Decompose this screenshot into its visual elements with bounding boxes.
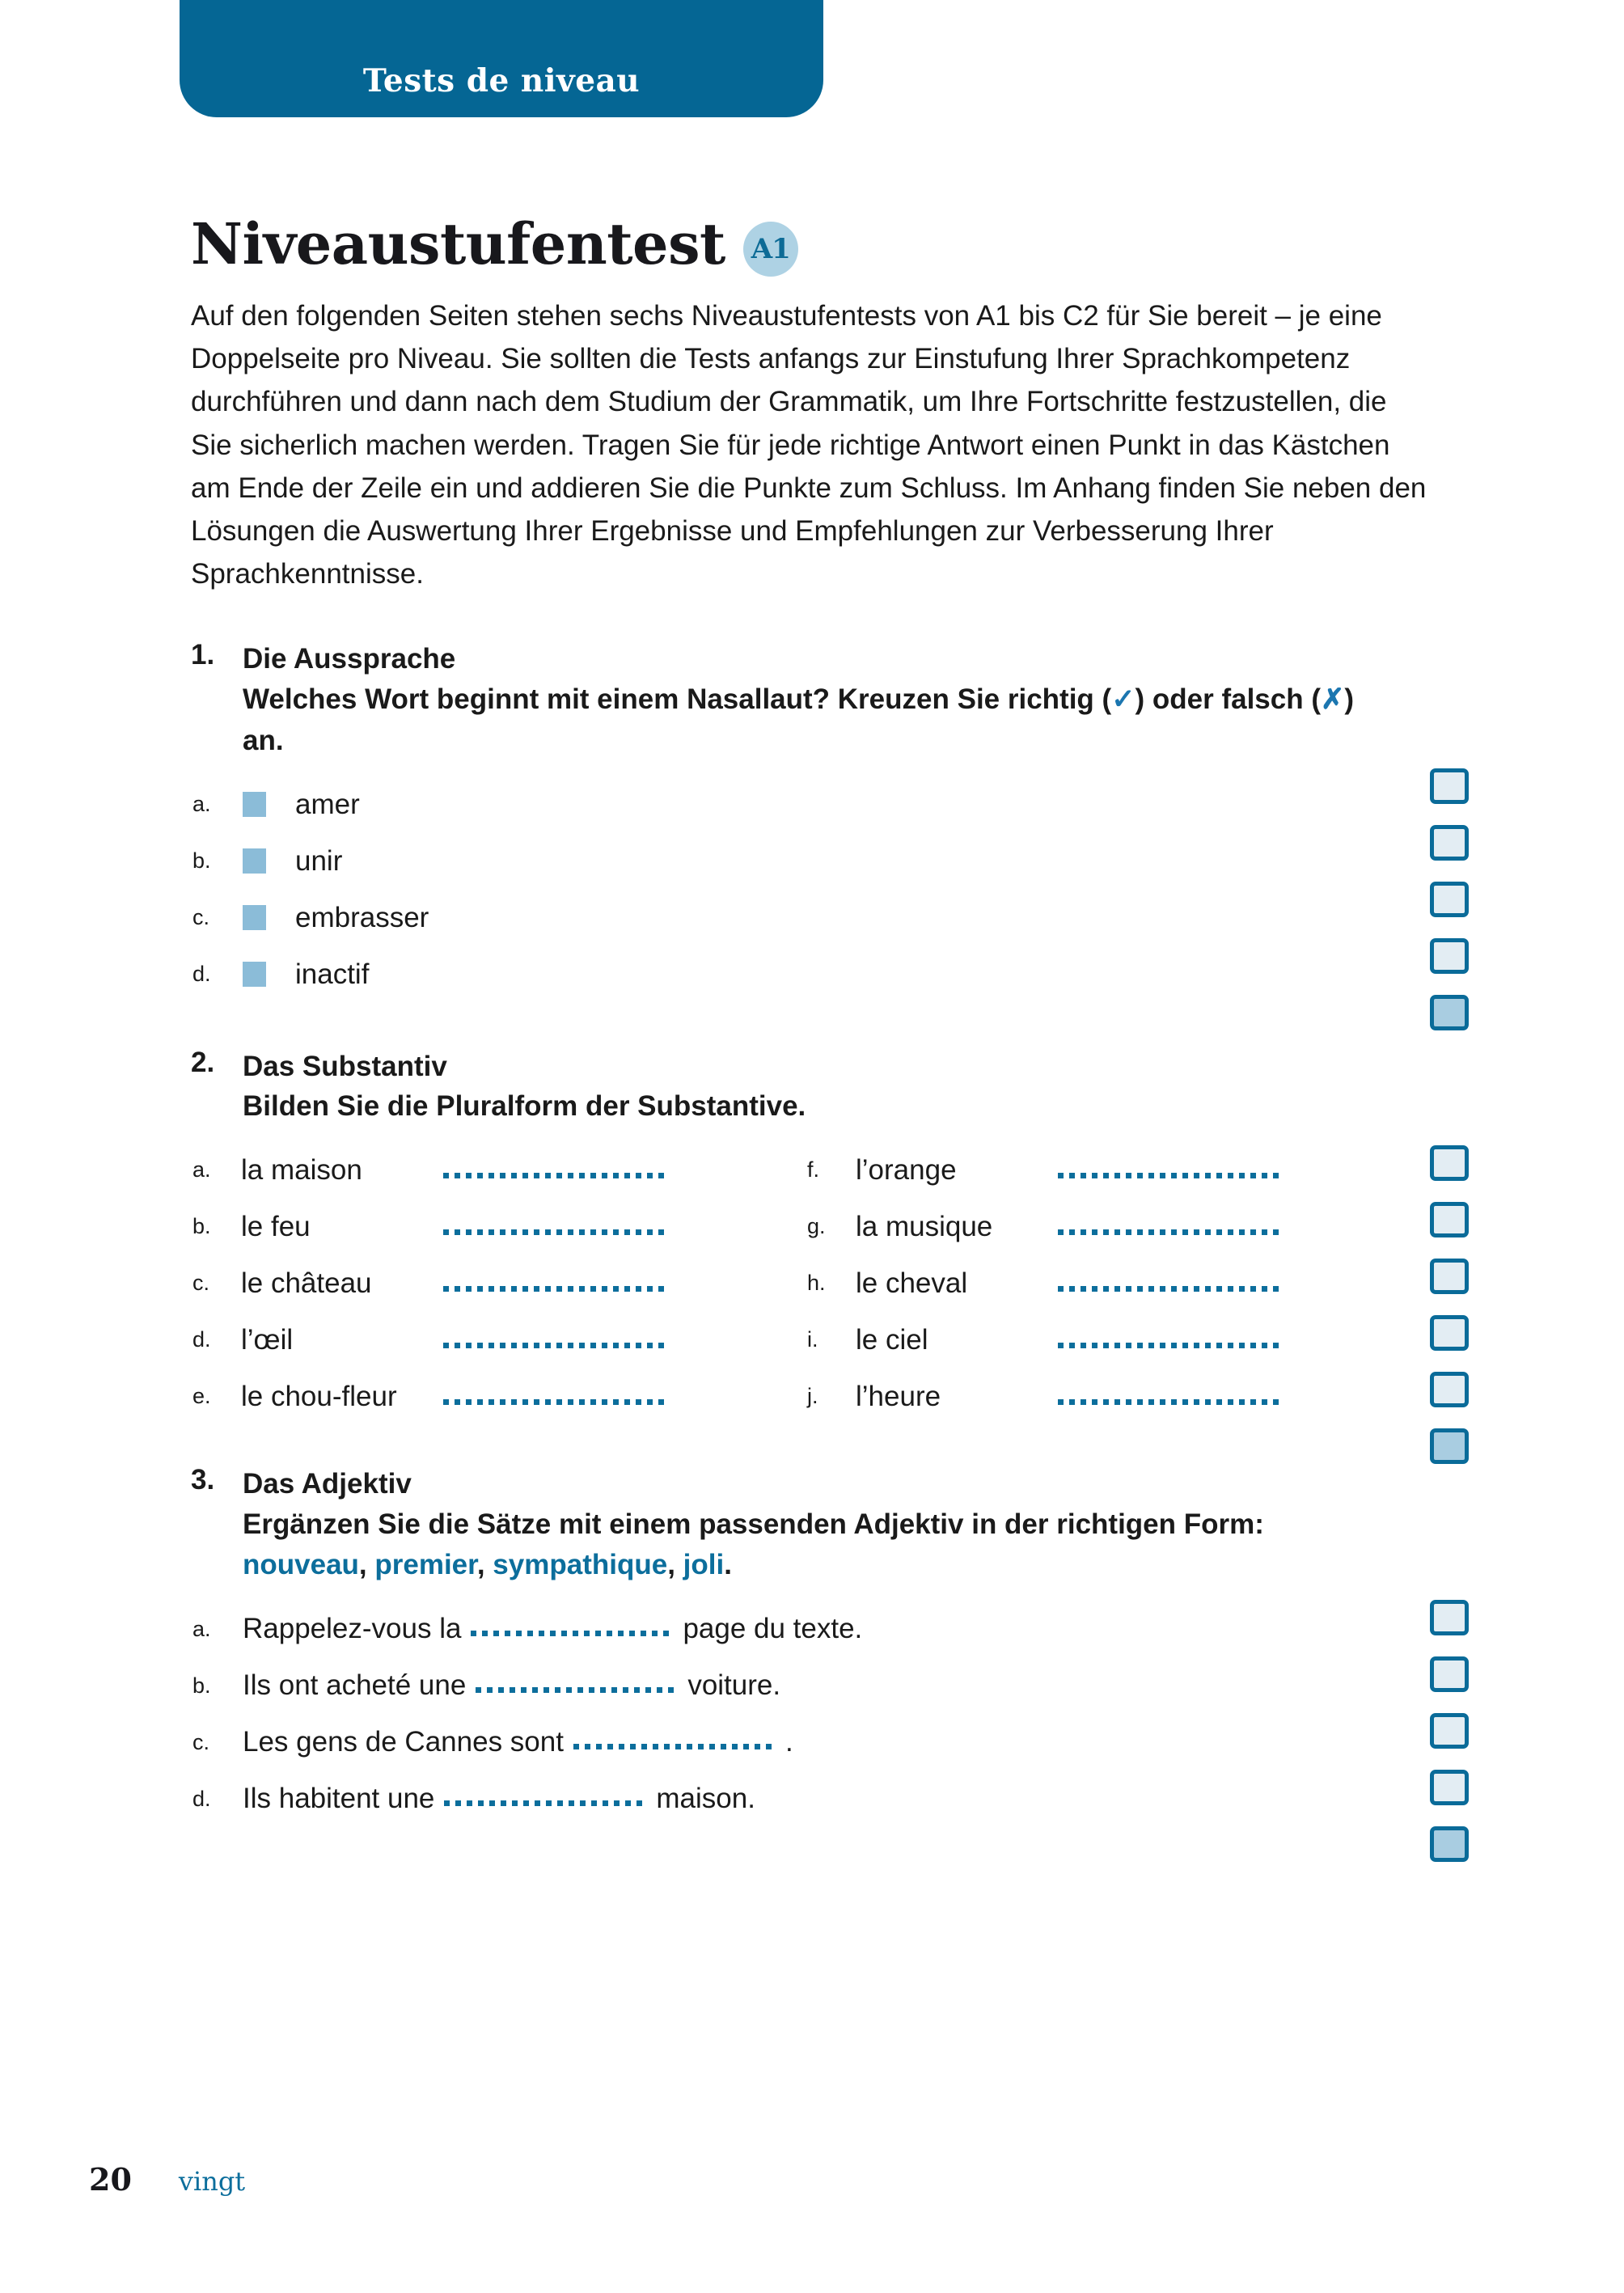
item-letter: a.: [192, 1616, 211, 1641]
item-term: le chou-fleur: [241, 1380, 397, 1412]
exercise-2-heading: [191, 1047, 1454, 1127]
section-tab: [180, 0, 823, 117]
answer-square[interactable]: [243, 905, 266, 930]
exercise-3: [191, 1464, 1454, 1827]
answer-square[interactable]: [243, 962, 266, 987]
answer-blank[interactable]: [1058, 1326, 1284, 1354]
score-box[interactable]: [1430, 938, 1469, 974]
exercise-2-right-column: [806, 1142, 1420, 1425]
item-letter: i.: [807, 1327, 818, 1352]
sentence-after: maison.: [656, 1783, 755, 1815]
sentence-before: Ils habitent une: [243, 1783, 435, 1815]
level-badge: [743, 222, 798, 277]
check-icon: ✓: [1111, 683, 1136, 715]
score-box[interactable]: [1430, 1656, 1469, 1692]
answer-blank[interactable]: [443, 1156, 670, 1184]
score-box[interactable]: [1430, 1600, 1469, 1635]
item-word: embrasser: [295, 901, 429, 933]
item-term: l’orange: [856, 1153, 957, 1186]
item-letter: e.: [192, 1384, 211, 1409]
item-letter: a.: [192, 1157, 211, 1182]
sentence-before: Ils ont acheté une: [243, 1669, 467, 1702]
item-term: le château: [241, 1267, 372, 1299]
exercise-2-title: Das Substantiv: [243, 1050, 447, 1082]
answer-blank[interactable]: [1058, 1212, 1284, 1241]
sentence: [243, 1783, 755, 1815]
item-letter: d.: [192, 1327, 211, 1352]
cross-icon: ✗: [1321, 683, 1345, 715]
title-row: [191, 212, 1454, 277]
list-item[interactable]: [191, 890, 1454, 946]
exercise-3-instruction: Ergänzen Sie die Sätze mit einem passenden Adjektiv in der richtigen Form: nouveau, premier, sympathique, joli.: [243, 1508, 1264, 1581]
score-box[interactable]: [1430, 1713, 1469, 1749]
score-box[interactable]: [1430, 882, 1469, 917]
exercise-1-heading: [191, 639, 1454, 761]
score-box-total[interactable]: [1430, 995, 1469, 1030]
item-letter: g.: [807, 1214, 826, 1239]
page-content: [191, 212, 1454, 1835]
answer-square[interactable]: [243, 792, 266, 817]
item-letter: f.: [807, 1157, 820, 1182]
score-box-total[interactable]: [1430, 1428, 1469, 1464]
score-box[interactable]: [1430, 768, 1469, 804]
answer-blank[interactable]: [1058, 1269, 1284, 1297]
item-letter: h.: [807, 1271, 826, 1296]
score-box[interactable]: [1430, 825, 1469, 861]
item-letter: b.: [192, 848, 211, 873]
list-item[interactable]: [191, 1657, 1454, 1714]
answer-blank[interactable]: [443, 1212, 670, 1241]
page-title: Niveaustufentest: [191, 210, 725, 277]
keyword-3: sympathique: [493, 1549, 668, 1581]
item-term: le feu: [241, 1210, 311, 1242]
answer-blank[interactable]: [1058, 1382, 1284, 1411]
item-letter: a.: [192, 792, 211, 816]
page-number: 20: [89, 2161, 132, 2198]
item-term: le ciel: [856, 1323, 928, 1356]
item-letter: c.: [192, 1729, 210, 1754]
list-item[interactable]: [806, 1312, 1420, 1369]
list-item[interactable]: [191, 946, 1454, 1003]
list-item[interactable]: [191, 1714, 1454, 1771]
item-letter: b.: [192, 1673, 211, 1698]
item-term: l’œil: [241, 1323, 294, 1356]
exercise-2-number: 2.: [191, 1046, 215, 1078]
exercise-1: [191, 639, 1454, 1002]
list-item[interactable]: [806, 1255, 1420, 1312]
keyword-2: premier: [374, 1549, 477, 1581]
item-term: la musique: [856, 1210, 993, 1242]
item-term: le cheval: [856, 1267, 968, 1299]
score-box[interactable]: [1430, 1315, 1469, 1351]
level-badge-label: A1: [751, 233, 790, 265]
answer-blank[interactable]: [573, 1744, 776, 1749]
list-item[interactable]: [191, 1312, 806, 1369]
item-letter: c.: [192, 1271, 210, 1296]
sentence: [243, 1726, 793, 1758]
sentence-before: Rappelez-vous la: [243, 1613, 462, 1645]
answer-square[interactable]: [243, 848, 266, 874]
item-term: l’heure: [856, 1380, 941, 1412]
score-box[interactable]: [1430, 1202, 1469, 1237]
instruction-text: Ergänzen Sie die Sätze mit einem passenden Adjektiv in der richtigen Form:: [243, 1508, 1264, 1540]
score-box[interactable]: [1430, 1372, 1469, 1407]
list-item[interactable]: [806, 1142, 1420, 1199]
section-tab-label: Tests de niveau: [362, 62, 641, 99]
exercise-2-instruction: Bilden Sie die Pluralform der Substantive.: [243, 1090, 806, 1123]
list-item[interactable]: [191, 1771, 1454, 1827]
page-number-word: vingt: [178, 2166, 246, 2197]
answer-blank[interactable]: [476, 1687, 678, 1693]
exercise-2-left-column: [191, 1142, 806, 1425]
keyword-4: joli: [683, 1549, 725, 1581]
item-word: unir: [295, 844, 343, 877]
list-item[interactable]: [191, 1142, 806, 1199]
sentence: [243, 1613, 862, 1645]
answer-blank[interactable]: [443, 1269, 670, 1297]
exercise-1-rows: [191, 776, 1454, 1003]
keyword-1: nouveau: [243, 1549, 359, 1581]
item-letter: d.: [192, 962, 211, 986]
answer-blank[interactable]: [443, 1326, 670, 1354]
list-item[interactable]: [191, 776, 1454, 833]
score-box-total[interactable]: [1430, 1826, 1469, 1862]
item-letter: b.: [192, 1214, 211, 1239]
item-term: la maison: [241, 1153, 362, 1186]
sentence-after: voiture.: [687, 1669, 781, 1702]
sentence-after: .: [785, 1726, 793, 1758]
exercise-3-heading: [191, 1464, 1454, 1586]
sentence-after: page du texte.: [683, 1613, 863, 1645]
list-item[interactable]: [806, 1369, 1420, 1425]
answer-blank[interactable]: [443, 1382, 670, 1411]
list-item[interactable]: [191, 1601, 1454, 1657]
answer-blank[interactable]: [444, 1800, 646, 1806]
instruction-part-3: ) an.: [243, 683, 1354, 756]
list-item[interactable]: [806, 1199, 1420, 1255]
item-letter: j.: [807, 1384, 818, 1409]
exercise-2: [191, 1047, 1454, 1425]
exercise-1-title: Die Aussprache: [243, 643, 456, 675]
exercise-1-number: 1.: [191, 639, 215, 671]
list-item[interactable]: [191, 1369, 806, 1425]
exercise-3-title: Das Adjektiv: [243, 1467, 412, 1500]
answer-blank[interactable]: [1058, 1156, 1284, 1184]
item-word: inactif: [295, 958, 370, 990]
list-item[interactable]: [191, 1199, 806, 1255]
score-box[interactable]: [1430, 1145, 1469, 1181]
instruction-part-1: Welches Wort beginnt mit einem Nasallaut? Kreuzen Sie richtig (: [243, 683, 1112, 715]
item-letter: c.: [192, 905, 210, 929]
instruction-end: .: [724, 1549, 732, 1581]
instruction-part-2: ) oder falsch (: [1135, 683, 1321, 715]
list-item[interactable]: [191, 833, 1454, 890]
score-box[interactable]: [1430, 1770, 1469, 1805]
sentence: [243, 1669, 780, 1702]
item-letter: d.: [192, 1786, 211, 1811]
page-footer: [89, 2161, 245, 2198]
exercise-3-rows: [191, 1601, 1454, 1827]
exercise-3-number: 3.: [191, 1463, 215, 1496]
item-word: amer: [295, 788, 360, 820]
list-item[interactable]: [191, 1255, 806, 1312]
sentence-before: Les gens de Cannes sont: [243, 1726, 564, 1758]
answer-blank[interactable]: [471, 1631, 673, 1636]
exercise-2-rows: [191, 1142, 1454, 1425]
intro-paragraph: Auf den folgenden Seiten stehen sechs Niveaustufentests von A1 bis C2 für Sie bereit – je eine Doppelseite pro Niveau. Sie sollten die Tests anfangs zur Einstufung Ihrer Sprachkompetenz durchführen und dann nach dem Studium der Grammatik, um Ihre Fortschritte festzustellen, die Sie sicherlich machen werden. Tragen Sie für jede richtige Antwort einen Punkt in das Kästchen am Ende der Zeile ein und addieren Sie die Punkte zum Schluss. Im Anhang finden Sie neben den Lösungen die Auswertung Ihrer Ergebnisse und Empfehlungen zur Verbesserung Ihrer Sprachkenntnisse.: [191, 300, 1427, 590]
score-box[interactable]: [1430, 1259, 1469, 1294]
exercise-1-instruction: [243, 679, 1391, 762]
